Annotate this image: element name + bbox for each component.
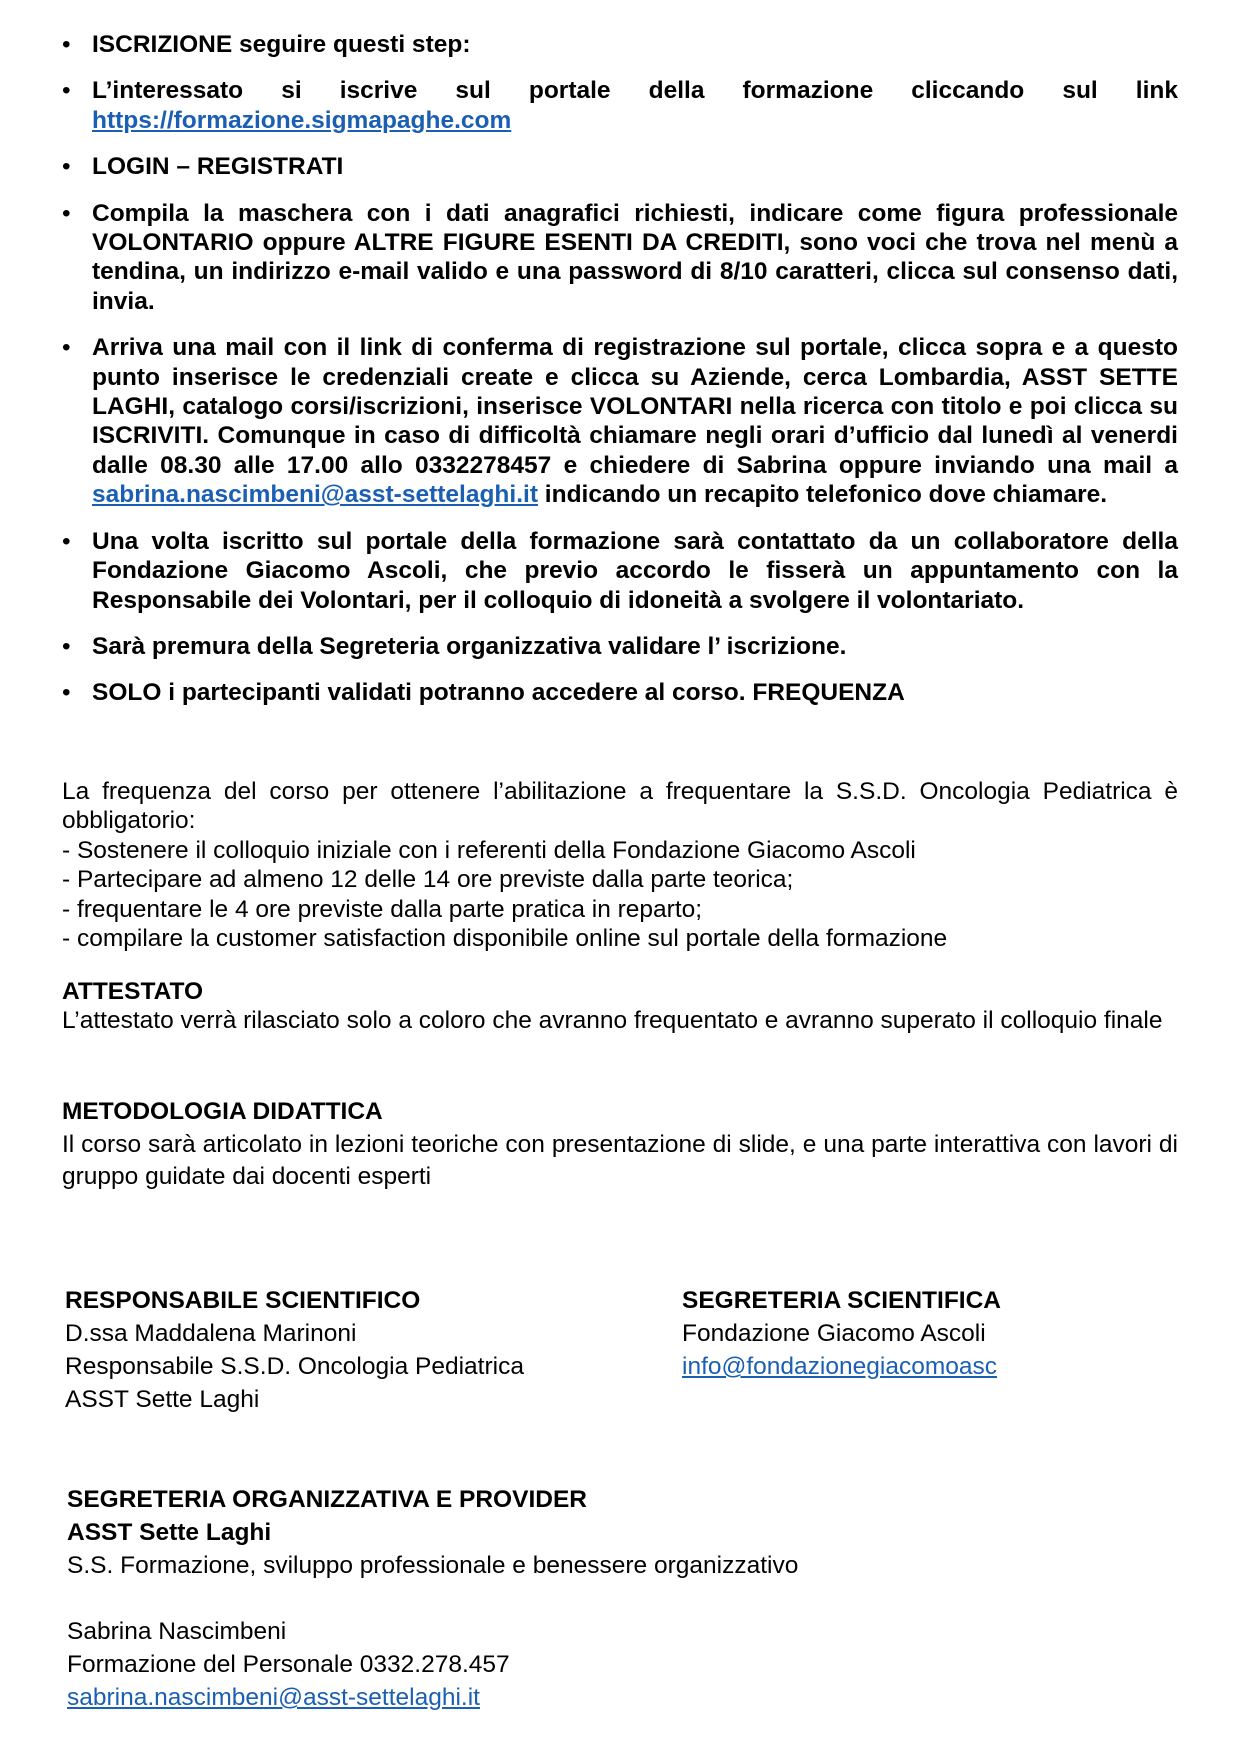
- responsabile-line: Responsabile S.S.D. Oncologia Pediatrica: [65, 1353, 524, 1380]
- segreteria-organizzativa-org: ASST Sette Laghi: [67, 1519, 272, 1546]
- portal-link[interactable]: https://formazione.sigmapaghe.com: [92, 106, 512, 134]
- segreteria-scientifica: [682, 1284, 1001, 1383]
- attestato-heading: ATTESTATO: [62, 978, 204, 1005]
- segreteria-organizzativa: [67, 1483, 798, 1714]
- segreteria-scientifica-name: Fondazione Giacomo Ascoli: [682, 1320, 986, 1347]
- registration-steps-list: [62, 30, 1178, 708]
- step-item: • SOLO i partecipanti validati potranno accedere al corso. FREQUENZA: [62, 678, 1178, 707]
- email-link[interactable]: sabrina.nascimbeni@asst-settelaghi.it: [92, 481, 538, 509]
- frequenza-item: - Partecipare ad almeno 12 delle 14 ore previste dalla parte teorica;: [62, 866, 794, 894]
- step-item: • LOGIN – REGISTRATI: [62, 152, 1178, 181]
- segreteria-scientifica-email-link[interactable]: info@fondazionegiacomoasc: [682, 1353, 997, 1380]
- contact-role: Formazione del Personale 0332.278.457: [67, 1651, 510, 1678]
- segreteria-scientifica-heading: SEGRETERIA SCIENTIFICA: [682, 1287, 1001, 1314]
- frequenza-section: [62, 777, 1178, 953]
- frequenza-item: - frequentare le 4 ore previste dalla parte pratica in reparto;: [62, 895, 703, 923]
- segreteria-organizzativa-unit: S.S. Formazione, sviluppo professionale e benessere organizzativo: [67, 1552, 799, 1579]
- segreteria-organizzativa-heading: SEGRETERIA ORGANIZZATIVA E PROVIDER: [67, 1486, 587, 1513]
- spacer: [67, 1582, 798, 1615]
- responsabile-heading: RESPONSABILE SCIENTIFICO: [65, 1287, 421, 1314]
- contact-email-link[interactable]: sabrina.nascimbeni@asst-settelaghi.it: [67, 1684, 480, 1711]
- step-item: • Sarà premura della Segreteria organizzativa validare l’ iscrizione.: [62, 632, 1178, 661]
- attestato-section: [62, 977, 1178, 1036]
- attestato-text: L’attestato verrà rilasciato solo a coloro che avranno frequentato e avranno superato il colloquio finale: [62, 1007, 1163, 1035]
- metodologia-section: [62, 1097, 1178, 1193]
- step-item: • Compila la maschera con i dati anagrafici richiesti, indicare come figura professionale VOLONTARIO oppure ALTRE FIGURE ESENTI DA CREDITI, sono voci che trova nel menù a tendina, un indirizzo e-mail valido e una password di 8/10 caratteri, clicca sul consenso dati, invia.: [62, 199, 1178, 317]
- step-item: • ISCRIZIONE seguire questi step:: [62, 30, 1178, 59]
- step-item: • Arriva una mail con il link di conferma di registrazione sul portale, clicca sopra e a questo punto inserisce le credenziali create e clicca su Aziende, cerca Lombardia, ASST SETTE LAGHI, catalogo corsi/iscrizioni, inserisce VOLONTARI nella ricerca con titolo e poi clicca su ISCRIVITI. Comunque in caso di difficoltà chiamare negli orari d’ufficio dal lunedì al venerdi dalle 08.30 alle 17.00 allo 0332278457 e chiedere di Sabrina oppure inviando una mail a sabrina.nascimbeni@asst-settelaghi.it indicando un recapito telefonico dove chiamare.: [62, 333, 1178, 509]
- step-item: • Una volta iscritto sul portale della formazione sarà contattato da un collaboratore della Fondazione Giacomo Ascoli, che previo accordo le fisserà un appuntamento con la Responsabile dei Volontari, per il colloquio di idoneità a svolgere il volontariato.: [62, 527, 1178, 615]
- metodologia-text: Il corso sarà articolato in lezioni teoriche con presentazione di slide, e una parte interattiva con lavori di gruppo guidate dai docenti esperti: [62, 1131, 1178, 1191]
- frequenza-item: - Sostenere il colloquio iniziale con i referenti della Fondazione Giacomo Ascoli: [62, 836, 916, 864]
- responsabile-scientifico: [65, 1284, 524, 1416]
- step-item: • L’interessato si iscrive sul portale della formazione cliccando sul link https://formazione.sigmapaghe.com: [62, 76, 1178, 135]
- frequenza-item: - compilare la customer satisfaction disponibile online sul portale della formazione: [62, 925, 948, 953]
- responsabile-line: ASST Sette Laghi: [65, 1386, 260, 1413]
- step-bold-label: ISCRIZIONE: [92, 31, 233, 58]
- contact-name: Sabrina Nascimbeni: [67, 1618, 287, 1645]
- metodologia-heading: METODOLOGIA DIDATTICA: [62, 1098, 383, 1125]
- responsabile-line: D.ssa Maddalena Marinoni: [65, 1320, 357, 1347]
- frequenza-intro: La frequenza del corso per ottenere l’abilitazione a frequentare la S.S.D. Oncologia Pediatrica è obbligatorio:: [62, 778, 1178, 835]
